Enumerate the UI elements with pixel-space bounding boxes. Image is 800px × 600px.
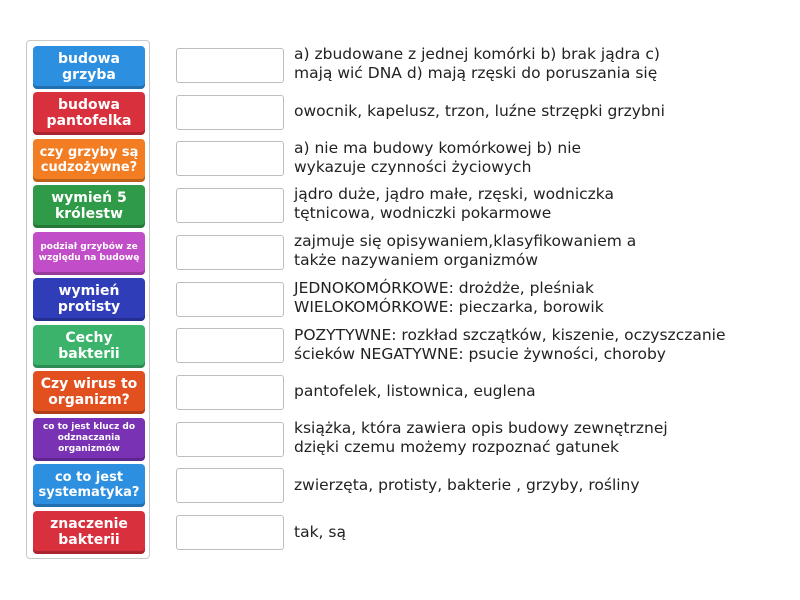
tile-cechy-bakterii[interactable] [33, 325, 145, 368]
tile-label: znaczenie bakterii [50, 515, 128, 548]
tile-klucz-do-oznaczania[interactable] [33, 418, 145, 461]
tile-panel [26, 40, 150, 559]
drop-slot[interactable] [176, 515, 284, 550]
tile-label: wymień protisty [57, 282, 121, 315]
tile-label: podział grzybów ze względu na budowę [38, 241, 140, 263]
tile-label: budowa pantofelka [46, 96, 132, 129]
tile-label: czy grzyby są cudzożywne? [39, 144, 139, 175]
drop-slot[interactable] [176, 282, 284, 317]
answer-text: zajmuje się opisywaniem,klasyfikowaniem a także nazywaniem organizmów [294, 232, 637, 269]
drop-slot[interactable] [176, 328, 284, 363]
tile-podzial-grzybow[interactable] [33, 232, 145, 275]
drop-slot[interactable] [176, 95, 284, 130]
tile-label: Czy wirus to organizm? [40, 375, 138, 408]
drop-slot[interactable] [176, 468, 284, 503]
tile-co-to-systematyka[interactable] [33, 464, 145, 507]
answer-text: jądro duże, jądro małe, rzęski, wodniczka tętnicowa, wodniczki pokarmowe [294, 185, 614, 222]
answer-text: pantofelek, listownica, euglena [294, 382, 536, 400]
answer-text: zwierzęta, protisty, bakterie , grzyby, rośliny [294, 476, 640, 494]
tile-czy-wirus-organizm[interactable] [33, 371, 145, 414]
drop-slot[interactable] [176, 422, 284, 457]
answer-text: POZYTYWNE: rozkład szczątków, kiszenie, oczyszczanie ścieków NEGATYWNE: psucie żywności, choroby [294, 326, 726, 363]
tile-wymien-5-krolestw[interactable] [33, 185, 145, 228]
drop-slot[interactable] [176, 188, 284, 223]
answer-text: książka, która zawiera opis budowy zewnętrznej dzięki czemu możemy rozpoznać gatunek [294, 419, 668, 456]
tile-wymien-protisty[interactable] [33, 278, 145, 321]
tile-label: Cechy bakterii [58, 329, 120, 362]
tile-label: co to jest klucz do odznaczania organizmów [42, 422, 136, 454]
tile-budowa-pantofelka[interactable] [33, 92, 145, 135]
tile-label: co to jest systematyka? [38, 469, 140, 500]
answer-text: JEDNOKOMÓRKOWE: drożdże, pleśniak WIELOKOMÓRKOWE: pieczarka, borowik [294, 279, 604, 316]
tile-znaczenie-bakterii[interactable] [33, 511, 145, 554]
tile-czy-grzyby-cudzozywne[interactable] [33, 139, 145, 182]
answer-text: tak, są [294, 523, 346, 541]
answer-text: owocnik, kapelusz, trzon, luźne strzępki grzybni [294, 102, 665, 120]
answer-text: a) nie ma budowy komórkowej b) nie wykazuje czynności życiowych [294, 139, 582, 176]
drop-slot[interactable] [176, 48, 284, 83]
drop-slot[interactable] [176, 235, 284, 270]
drop-slot[interactable] [176, 375, 284, 410]
tile-label: wymień 5 królestw [51, 189, 127, 222]
tile-label: budowa grzyba [57, 50, 120, 83]
drop-slot[interactable] [176, 141, 284, 176]
tile-budowa-grzyba[interactable] [33, 46, 145, 89]
answer-text: a) zbudowane z jednej komórki b) brak jądra c) mają wić DNA d) mają rzęski do poruszania się [294, 45, 660, 82]
